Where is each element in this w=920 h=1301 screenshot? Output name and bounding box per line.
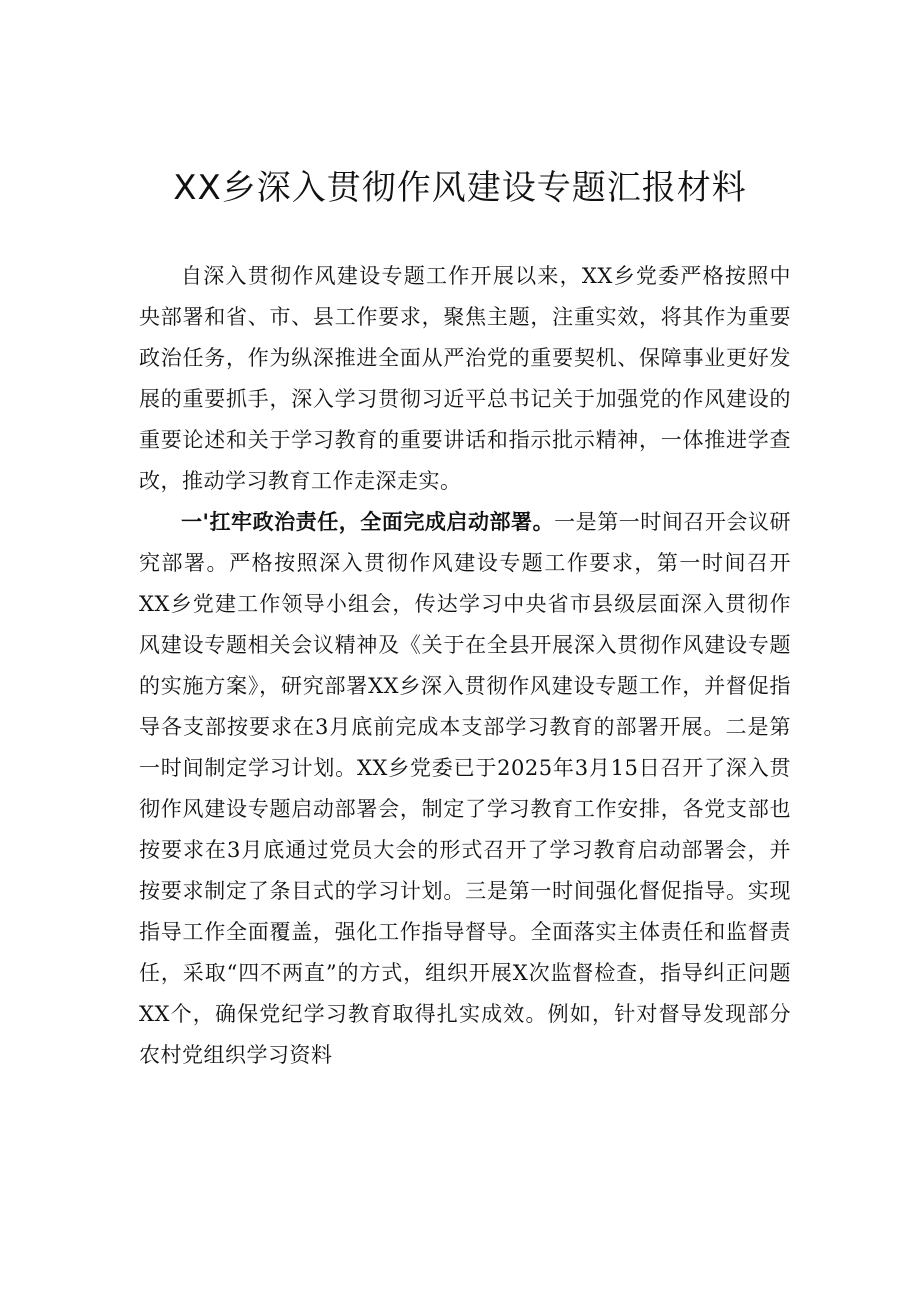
paragraph-text: 一是第一时间召开会议研究部署。严格按照深入贯彻作风建设专题工作要求，第一时间召开XX乡党建工作领导小组会，传达学习中央省市县级层面深入贯彻作风建设专题相关会议精神及《关于在全县开展深入贯彻作风建设专题的实施方案》，研究部署XX乡深入贯彻作风建设专题工作，并督促指导各支部按要求在3月底前完成本支部学习教育的部署开展。二是第一时间制定学习计划。XX乡党委已于2025年3月15日召开了深入贯彻作风建设专题启动部署会，制定了学习教育工作安排，各党支部也按要求在3月底通过党员大会的形式召开了学习教育启动部署会，并按要求制定了条目式的学习计划。三是第一时间强化督促指导。实现指导工作全面覆盖，强化工作指导督导。全面落实主体责任和监督责任，采取“四不两直”的方式，组织开展X次监督检查，指导纠正问题XX个，确保党纪学习教育取得扎实成效。例如，针对督导发现部分农村党组织学习资料 — [139, 510, 792, 1067]
paragraph-section-one — [139, 502, 791, 1076]
document-body — [139, 256, 791, 1076]
paragraph-text: 自深入贯彻作风建设专题工作开展以来，XX乡党委严格按照中央部署和省、市、县工作要求，聚焦主题，注重实效，将其作为重要政治任务，作为纵深推进全面从严治党的重要契机、保障事业更好发展的重要抓手，深入学习贯彻习近平总书记关于加强党的作风建设的重要论述和关于学习教育的重要讲话和指示批示精神，一体推进学查改，推动学习教育工作走深走实。 — [139, 264, 791, 493]
document-title: XX乡深入贯彻作风建设专题汇报材料 — [173, 168, 747, 208]
paragraph-intro — [139, 256, 791, 502]
paragraph-lead: 一'扛牢政治责任，全面完成启动部署。 — [181, 510, 555, 534]
